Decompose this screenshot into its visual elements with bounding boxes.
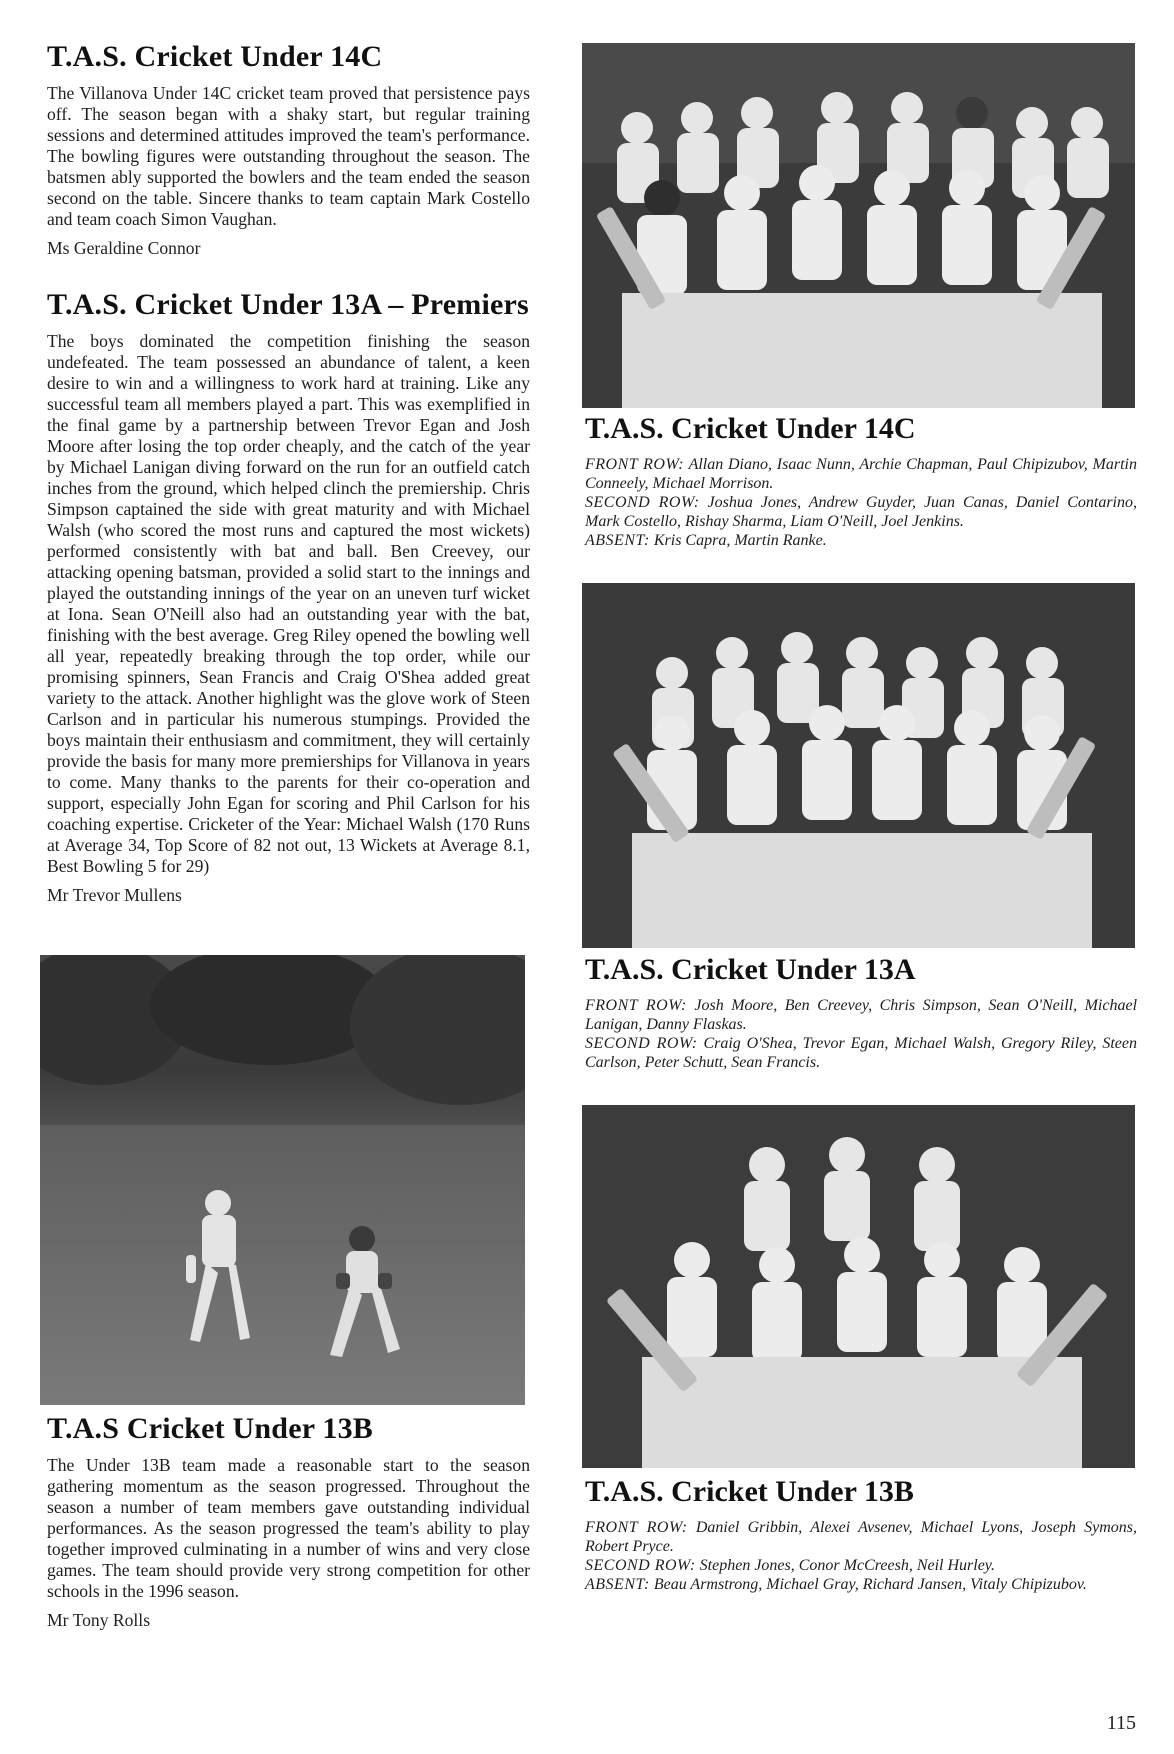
caption-u13b bbox=[585, 1475, 1137, 1594]
absent-names: Kris Capra, Martin Ranke. bbox=[653, 532, 827, 549]
caption-text bbox=[585, 996, 1137, 1072]
second-row-label: SECOND ROW: bbox=[585, 1035, 698, 1052]
second-row-names: Stephen Jones, Conor McCreesh, Neil Hurley. bbox=[699, 1557, 996, 1574]
caption-title: T.A.S. Cricket Under 14C bbox=[585, 412, 916, 445]
section-body: The Villanova Under 14C cricket team proved that persistence pays off. The season began with a shaky start, but regular training sessions and determined attitudes improved the team's performance. The bowling figures were outstanding throughout the season. The batsmen ably supported the bowlers and the team ended the season second on the table. Sincere thanks to team captain Mark Costello and team coach Simon Vaughan. bbox=[47, 83, 530, 229]
team-photo-graphic bbox=[582, 1105, 1135, 1468]
front-row-names: Josh Moore, Ben Creevey, Chris Simpson, Sean O'Neill, Michael Lanigan, Danny Flaskas. bbox=[585, 997, 1138, 1033]
section-title: T.A.S. Cricket Under 13A – Premiers bbox=[47, 288, 529, 321]
caption-u13a bbox=[585, 953, 1137, 1072]
second-row-names: Craig O'Shea, Trevor Egan, Michael Walsh, Gregory Riley, Steen Carlson, Peter Schutt, Sean Francis. bbox=[585, 1035, 1138, 1071]
caption-text bbox=[585, 455, 1137, 550]
section-title: T.A.S Cricket Under 13B bbox=[47, 1412, 373, 1445]
caption-title: T.A.S. Cricket Under 13B bbox=[585, 1475, 914, 1508]
absent-names: Beau Armstrong, Michael Gray, Richard Jansen, Vitaly Chipizubov. bbox=[653, 1576, 1087, 1593]
page-number: 115 bbox=[1106, 1712, 1136, 1734]
team-photo-graphic bbox=[582, 583, 1135, 948]
section-author: Mr Tony Rolls bbox=[47, 1610, 151, 1630]
section-title: T.A.S. Cricket Under 14C bbox=[47, 40, 383, 73]
absent-label: ABSENT: bbox=[585, 1576, 650, 1593]
front-row-label: FRONT ROW: bbox=[585, 456, 685, 473]
caption-title: T.A.S. Cricket Under 13A bbox=[585, 953, 916, 986]
caption-u14c bbox=[585, 412, 1137, 550]
team-photo-u14c bbox=[582, 43, 1135, 408]
second-row-label: SECOND ROW: bbox=[585, 1557, 696, 1574]
front-row-label: FRONT ROW: bbox=[585, 997, 687, 1014]
section-u13b bbox=[47, 1412, 530, 1631]
front-row-label: FRONT ROW: bbox=[585, 1519, 688, 1536]
section-u13a bbox=[47, 288, 530, 906]
section-body: The Under 13B team made a reasonable start to the season gathering momentum as the season progressed. Throughout the season a number of team members gave outstanding individual performances. As the season progressed the team's ability to play together improved culminating in a number of wins and very close games. The team should provide very strong competition for other schools in the 1996 season. bbox=[47, 1455, 530, 1601]
team-photo-u13a bbox=[582, 583, 1135, 948]
front-row-names: Daniel Gribbin, Alexei Avsenev, Michael Lyons, Joseph Symons, Robert Pryce. bbox=[585, 1519, 1137, 1555]
team-photo-u13b bbox=[582, 1105, 1135, 1468]
front-row-names: Allan Diano, Isaac Nunn, Archie Chapman, Paul Chipizubov, Martin Conneely, Michael Morrison. bbox=[585, 456, 1138, 492]
section-author: Mr Trevor Mullens bbox=[47, 885, 182, 905]
absent-label: ABSENT: bbox=[585, 532, 650, 549]
match-action-photo bbox=[40, 955, 525, 1405]
caption-text bbox=[585, 1518, 1137, 1594]
second-row-label: SECOND ROW: bbox=[585, 494, 700, 511]
second-row-names: Joshua Jones, Andrew Guyder, Juan Canas, Daniel Contarino, Mark Costello, Rishay Sharma, Liam O'Neill, Joel Jenkins. bbox=[585, 494, 1137, 530]
section-author: Ms Geraldine Connor bbox=[47, 238, 201, 258]
section-u14c bbox=[47, 40, 530, 259]
match-photo-graphic bbox=[40, 955, 525, 1405]
team-photo-graphic bbox=[582, 43, 1135, 408]
section-body: The boys dominated the competition finishing the season undefeated. The team possessed an abundance of talent, a keen desire to win and a willingness to work hard at training. Like any successful team all members played a part. This was exemplified in the final game by a partnership between Trevor Egan and Josh Moore after losing the top order cheaply, and the catch of the year by Michael Lanigan diving forward on the run for an outfield catch inches from the ground, which helped clinch the premiership. Chris Simpson captained the side with great maturity and with Michael Walsh (who scored the most runs and captured the most wickets) performed consistently with bat and ball. Ben Creevey, our attacking opening batsman, provided a solid start to the innings and played the outstanding innings of the year on an uneven turf wicket at Iona. Sean O'Neill also had an outstanding year with the bat, finishing with the best average. Greg Riley opened the bowling well all year, repeatedly breaking through the top order, while our promising spinners, Sean Francis and Craig O'Shea added great variety to the attack. Another highlight was the glove work of Steen Carlson and in particular his numerous stumpings. Provided the boys maintain their enthusiasm and commitment, they will certainly provide the basis for many more premierships for Villanova in years to come. Many thanks to the parents for their co-operation and support, especially John Egan for scoring and Phil Carlson for his coaching expertise. Cricketer of the Year: Michael Walsh (170 Runs at Average 34, Top Score of 82 not out, 13 Wickets at Average 8.1, Best Bowling 5 for 29) bbox=[47, 331, 530, 876]
